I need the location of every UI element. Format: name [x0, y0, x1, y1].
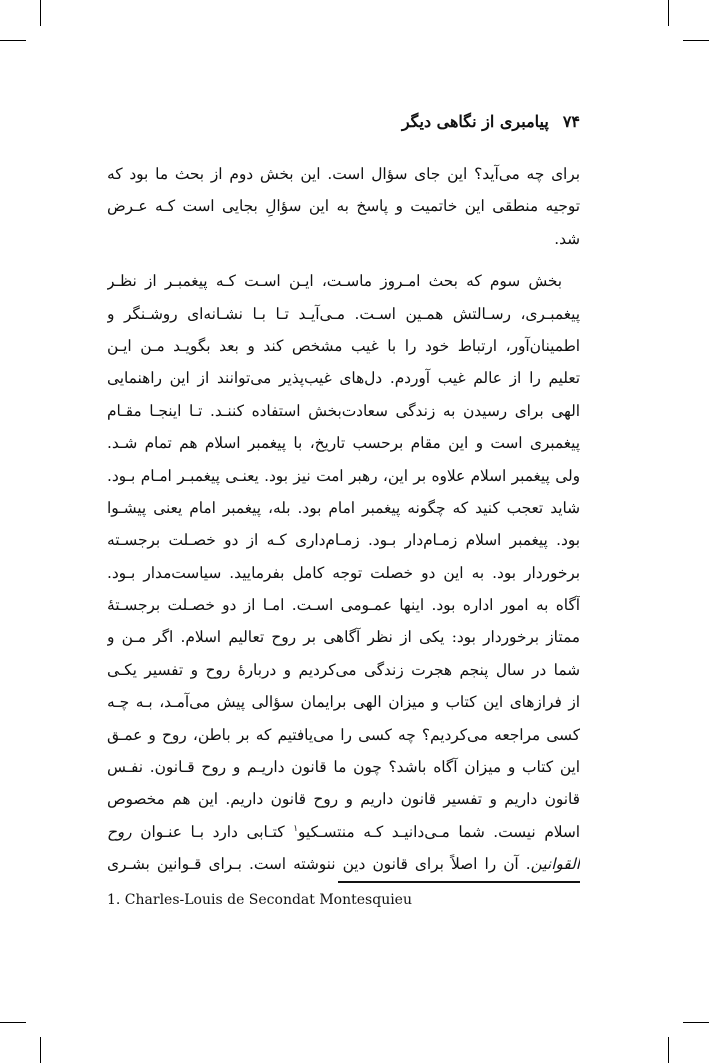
text-line: قانون داریم و تفسیر قانون داریم و روح قانون داریم. این هم مخصوص — [107, 790, 580, 809]
text-line: ولی پیغمبر اسلام علاوه بر این، رهبر امت نیز بود. یعنـی پیغمبـر امـام بـود. — [107, 466, 580, 485]
text-line: کسی مراجعه می‌کردیم؟ چه کسی را می‌یافتیم که بر باطن، روح و عمـق — [107, 725, 580, 744]
text-line: تعلیم را از عالم غیب آوردم. دل‌های غیب‌پذیر می‌توانند از این راهنمایی — [107, 369, 580, 388]
text-span: . آن را اصلاً برای قانون دین ننوشته است. بـرای قـوانین بشـری — [107, 855, 531, 874]
page-header — [107, 106, 580, 136]
page-number: ۷۴ — [562, 111, 580, 131]
footnote-ref[interactable]: ۱ — [293, 823, 299, 834]
text-line: آگاه به امور اداره بود. اینها عمـومی اسـت. امـا از دو خصـلت برجسـتهٔ — [107, 596, 580, 615]
body-text — [107, 158, 580, 881]
text-line: بخش سوم که بحث امـروز ماسـت، ایـن اسـت کـه پیغمبـر از نظـر — [107, 272, 562, 291]
crop-mark-bottom-left — [40, 1037, 41, 1063]
text-span: کتـابی دارد بـا عنـوان — [131, 822, 294, 841]
running-title: پیامبری از نگاهی دیگر — [401, 111, 549, 131]
book-title: القوانین — [530, 855, 580, 874]
text-line — [107, 816, 580, 848]
text-line: بود. پیغمبر اسلام زمـام‌دار بـود. زمـام‌داری کـه از دو خصـلت برجسـته — [107, 531, 580, 550]
text-line: برای چه می‌آید؟ این جای سؤال است. این بخش دوم از بحث ما بود که — [107, 165, 580, 183]
text-line: توجیه منطقی این خاتمیت و پاسخ به این سؤالِ بجایی است کـه عـرض — [107, 197, 580, 216]
text-line: شما در سال پنجم هجرت زندگی می‌کردیم و دربارهٔ روح و تفسیر یکـی — [107, 660, 580, 679]
text-line: برخوردار بود. به این دو خصلت توجه کامل بفرمایید. سیاست‌مدار بـود. — [107, 563, 580, 582]
text-span: اسلام نیست. شما مـی‌دانیـد کـه منتسـکیو — [298, 822, 580, 841]
footnote: 1. Charles-Louis de Secondat Montesquieu — [107, 892, 412, 908]
crop-mark-top-right — [668, 0, 669, 26]
crop-mark-bottom-right — [683, 1022, 709, 1023]
crop-mark-top-left — [0, 40, 26, 41]
book-title: روح — [107, 822, 132, 841]
footnote-divider — [338, 881, 580, 883]
text-line: این کتاب و میزان آگاه باشد؟ چون ما قانون داریـم و روح قـانون. نفـس — [107, 758, 580, 777]
text-line: الهی برای رسیدن به زندگی سعادت‌بخش استفاده کننـد. تـا اینجـا مقـام — [107, 401, 580, 420]
text-line — [107, 848, 580, 880]
crop-mark-bottom-left — [0, 1022, 26, 1023]
text-line: ممتاز برخوردار بود: یکی از نظر آگاهی بر روح تعالیم اسلام. اگر مـن و — [107, 628, 580, 647]
text-line: پیغمبری است و این مقام برحسب تاریخ، با پیغمبر اسلام هم تمام شـد. — [107, 434, 580, 453]
text-line: از فرازهای این کتاب و میزان الهی برایمان سؤالی پیش می‌آمـد، بـه چـه — [107, 693, 580, 712]
text-line: شد. — [554, 229, 580, 248]
text-line: پیغمبـری، رسـالتش همـین اسـت. مـی‌آیـد تـا بـا نشـانه‌ای روشـنگر و — [107, 304, 580, 323]
crop-mark-top-left — [40, 0, 41, 26]
crop-mark-bottom-right — [668, 1037, 669, 1063]
text-line: شاید تعجب کنید که چگونه پیغمبر امام بود. بله، پیغمبر امام یعنی پیشـوا — [107, 498, 580, 517]
crop-mark-top-right — [683, 40, 709, 41]
text-line: اطمینان‌آور، ارتباط خود را با غیب مشخص کند و بعد بگویـد مـن ایـن — [107, 336, 580, 355]
